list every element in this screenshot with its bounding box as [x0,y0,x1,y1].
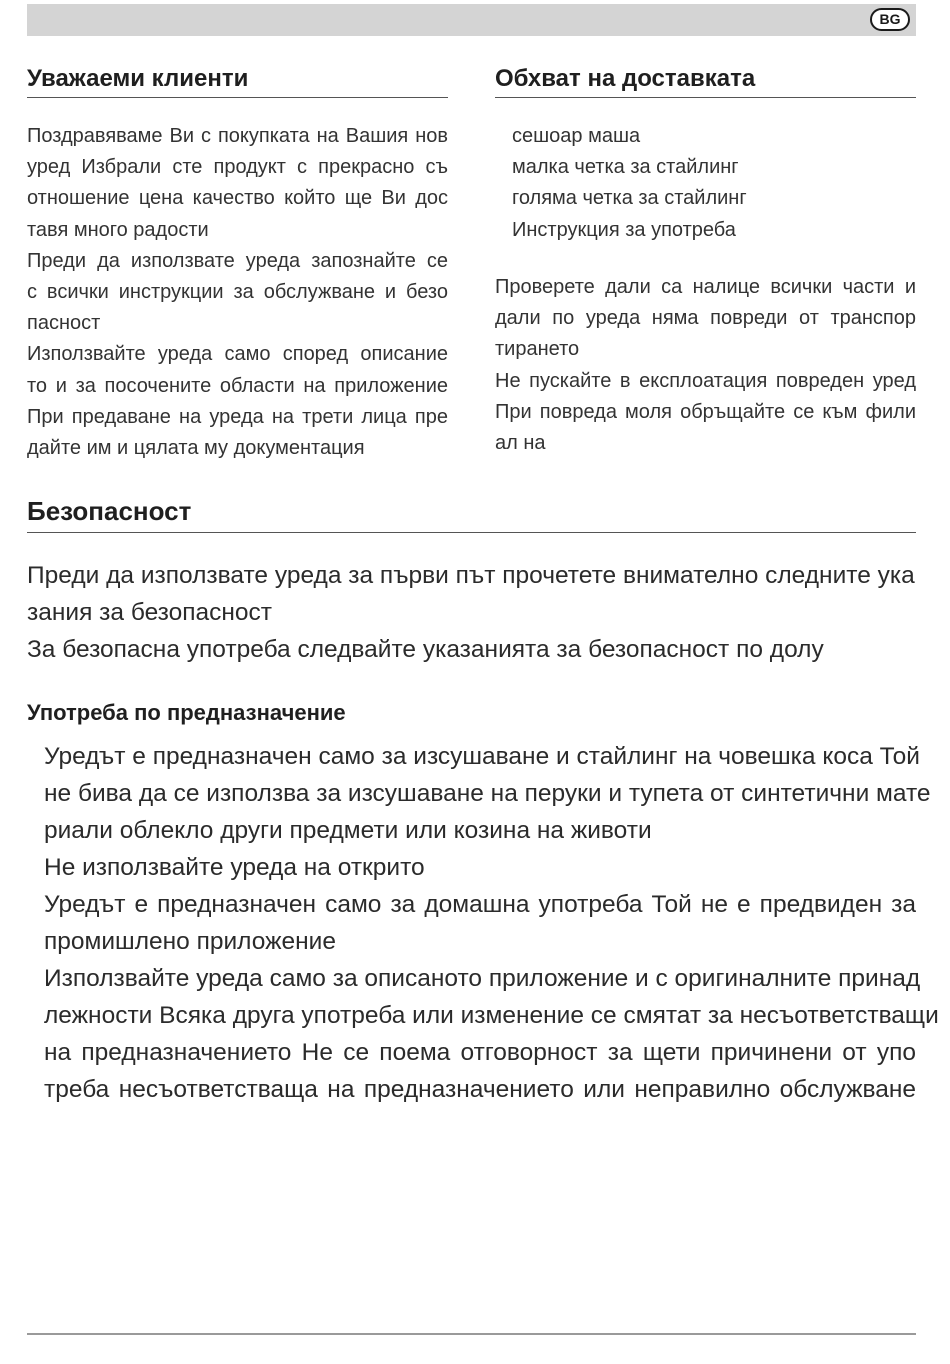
intended-use-title: Употреба по предназначение [27,700,346,725]
intended-use-text [44,738,939,1108]
list-item: голяма четка за стайлинг [512,187,747,210]
text-line: промишлено приложение [44,928,336,955]
text-line: Проверете дали са налице всички части и [495,276,916,298]
safety-title-rule [27,532,916,533]
text-line: При повреда моля обръщайте се към фили [495,400,916,423]
text-line: зания за безопасност [27,599,273,626]
text-line: При предаване на уреда на трети лица пре [27,405,448,428]
right-section-title: Обхват на доставката [495,65,756,92]
text-line: пасност [27,312,101,335]
text-line: с всички инструкции за обслужване и безо [27,281,448,304]
left-title-rule [27,97,448,98]
text-line: тирането [495,338,580,361]
list-item: малка четка за стайлинг [512,156,739,179]
safety-text [27,557,915,668]
text-line: Използвайте уреда само според описание [27,343,448,366]
text-line: дайте им и цялата му документация [27,437,365,460]
text-line: Поздравяваме Ви с покупката на Вашия нов [27,125,448,147]
right-title-rule [495,97,916,98]
right-paragraph-group [495,272,916,459]
header-bar [27,4,916,36]
text-line: Не пускайте в експлоатация повреден уред [495,369,916,392]
text-line: не бива да се използва за изсушаване на перуки и тупета от синтетични мате [44,780,931,807]
text-line: Използвайте уреда само за описаното приложение и с оригиналните принад [44,965,921,992]
delivery-list [512,121,916,246]
text-line: тавя много радости [27,218,209,241]
text-line: риали облекло други предмети или козина на животи [44,817,652,844]
text-line: Уредът е предназначен само за домашна употреба Той не е предвиден за [44,891,916,918]
left-section-title: Уважаеми клиенти [27,65,249,92]
text-line: Не използвайте уреда на открито [44,854,425,881]
safety-title: Безопасност [27,496,192,526]
text-line: лежности Всяка друга употреба или изменение се смятат за несъответстващи [44,1002,939,1029]
text-line: то и за посочените области на приложение [27,374,448,397]
text-line: отношение цена качество който ще Ви дос [27,187,448,210]
text-line: на предназначението Не се поема отговорност за щети причинени от упо [44,1039,916,1066]
language-badge: BG [870,8,910,31]
text-line: Преди да използвате уреда запознайте се [27,249,448,272]
left-paragraph-group [27,121,448,464]
list-item: сешоар маша [512,125,641,147]
text-line: Преди да използвате уреда за първи път прочетете внимателно следните ука [27,562,915,589]
footer-rule [27,1333,916,1335]
list-item: Инструкция за употреба [512,218,736,241]
text-line: треба несъответстваща на предназначението или неправилно обслужване [44,1076,916,1103]
text-line: дали по уреда няма повреди от транспор [495,307,916,330]
text-line: За безопасна употреба следвайте указанията за безопасност по долу [27,636,824,663]
text-line: Уредът е предназначен само за изсушаване и стайлинг на човешка коса Той [44,743,920,770]
text-line: ал на [495,432,546,455]
text-line: уред Избрали сте продукт с прекрасно съ [27,156,448,179]
